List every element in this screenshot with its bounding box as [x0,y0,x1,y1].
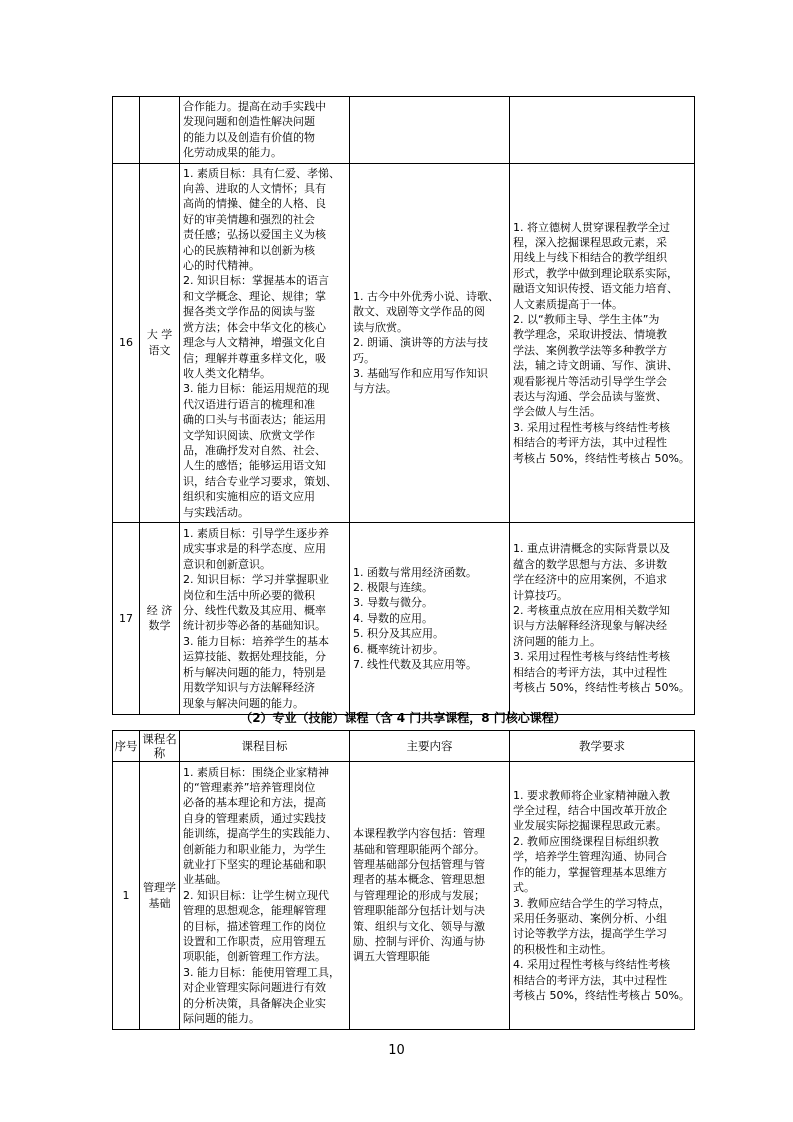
teaching-requirement-line: 式。 [513,881,535,895]
course-goal-line: 对企业管理实际问题进行有效 [183,981,326,995]
main-content-line: 巧。 [353,351,375,365]
course-goal-line: 和文学概念、理论、规律；掌 [183,289,326,303]
teaching-requirement-line: 作的能力，掌握管理基本思维方 [513,865,667,879]
course-goal-line: 握各类文学作品的阅读与鉴 [183,305,315,319]
header-main-content: 主要内容 [350,731,510,762]
course-goal-line: 能训练，提高学生的实践能力、 [183,827,337,841]
course-goal-line: 运算技能、数据处理技能，分 [183,650,326,664]
teaching-requirement-line: 蕴含的数学思想与方法、多讲数 [513,557,667,571]
professional-course-table [112,730,695,1030]
course-goal-line: 文学知识阅读、欣赏文学作 [183,428,315,442]
main-content-line: 3. 导数与微分。 [353,596,433,610]
main-content-line: 策、组织与文化、领导与激 [353,919,485,933]
course-goal-line: 析与解决问题的能力，特别是 [183,665,326,679]
main-content [350,163,510,522]
teaching-requirement [510,762,695,1030]
course-goal-line: 发现问题和创造性解决问题 [183,115,315,129]
course-table-body [113,97,695,715]
course-number: 16 [113,163,140,522]
main-content-line: 1. 古今中外优秀小说、诗歌、 [353,289,499,303]
course-goal-line: 高尚的情操、健全的人格、良 [183,197,326,211]
teaching-requirement-line: 3. 采用过程性考核与终结性考核 [513,650,670,664]
main-content-line: 励、控制与评价、沟通与协 [353,935,485,949]
teaching-requirement-line: 融语文知识传授、语文能力培育、 [513,282,678,296]
course-goal-line: 组织和实施相应的语文应用 [183,490,315,504]
course-goal-line: 岗位和生活中所必要的微积 [183,588,315,602]
teaching-requirement-line: 相结合的考评方法，其中过程性 [513,973,667,987]
teaching-requirement-line: 3. 采用过程性考核与终结性考核 [513,420,670,434]
main-content-line: 管理职能部分包括计划与决 [353,904,485,918]
page-number: 10 [388,1043,405,1058]
teaching-requirement-line: 1. 要求教师将企业家精神融入教 [513,788,670,802]
teaching-requirement-line: 形式，教学中做到理论联系实际， [513,266,678,280]
course-goal-line: 1. 素质目标：围绕企业家精神 [183,765,329,779]
course-goal-line: 就业打下坚实的理论基础和职 [183,857,326,871]
teaching-requirement-line: 计算技巧。 [513,588,568,602]
course-goal-line: 识，结合专业学习要求，策划、 [183,474,337,488]
teaching-requirement-line: 程，深入挖掘课程思政元素，采 [513,235,667,249]
course-goal-line: 与实践活动。 [183,505,249,519]
main-content-line: 调五大管理职能 [353,950,430,964]
teaching-requirement [510,97,695,164]
teaching-requirement-line: 考核占 50%，终结性考核占 50%。 [513,681,690,695]
main-content-line: 散文、戏剧等文学作品的阅 [353,305,485,319]
course-name: 大 学语文 [140,163,180,522]
course-table-continued [112,96,695,715]
course-name: 管理学基础 [140,762,180,1030]
header-num: 序号 [113,731,140,762]
course-goal-line: 1. 素质目标：具有仁爱、孝悌、 [183,166,340,180]
teaching-requirement-line: 学全过程，结合中国改革开放企 [513,804,667,818]
teaching-requirement-line: 3. 教师应结合学生的学习特点， [513,896,670,910]
main-content-line: 6. 概率统计初步。 [353,642,444,656]
course-goal-line: 意识和创新意识。 [183,557,271,571]
main-content-line: 2. 朗诵、演讲等的方法与技 [353,336,488,350]
teaching-requirement-line: 学法、案例教学法等多种教学方 [513,343,667,357]
course-goal-line: 品，准确抒发对自然、社会、 [183,443,326,457]
main-content-line: 管理基础部分包括管理与管 [353,857,485,871]
course-goal-line: 统计初步等必备的基础知识。 [183,619,326,633]
course-goal-line: 际问题的能力。 [183,1012,260,1026]
course-goal-line: 现象与解决问题的能力。 [183,696,304,710]
main-content-line: 与管理理论的形成与发展； [353,888,485,902]
main-content [350,97,510,164]
main-content-line: 基础和管理职能两个部分。 [353,842,485,856]
course-goal-line: 化劳动成果的能力。 [183,146,282,160]
main-content-line: 2. 极限与连续。 [353,580,433,594]
course-goal-line: 合作能力。提高在动手实践中 [183,100,326,113]
table-row [113,97,695,164]
course-number: 1 [113,762,140,1030]
main-content [350,522,510,714]
course-goal-line: 理念与人文精神，增强文化自 [183,336,326,350]
teaching-requirement-line: 相结合的考评方法，其中过程性 [513,436,667,450]
course-goal-line: 3. 能力目标：能运用规范的现 [183,382,329,396]
course-goal-line: 自身的管理素质，通过实践技 [183,811,326,825]
teaching-requirement-line: 考核占 50%，终结性考核占 50%。 [513,451,690,465]
main-content-line: 5. 积分及其应用。 [353,627,444,641]
course-goal [180,762,350,1030]
professional-course-table-body [113,762,695,1030]
section-heading: （2）专业（技能）课程（含 4 门共享课程，8 门核心课程） [240,711,566,725]
teaching-requirement-line: 讨论等教学方法，提高学生学习 [513,927,667,941]
teaching-requirement-line: 观看影视片等活动引导学生学会 [513,374,667,388]
course-number: 17 [113,522,140,714]
teaching-requirement-line: 考核占 50%，终结性考核占 50%。 [513,988,690,1002]
course-goal [180,522,350,714]
course-goal-line: 好的审美情趣和强烈的社会 [183,212,315,226]
course-goal-line: 收人类文化精华。 [183,366,271,380]
main-content-line: 3. 基础写作和应用写作知识 [353,366,488,380]
table-header-row [113,731,695,762]
main-content-line: 7. 线性代数及其应用等。 [353,657,477,671]
header-course-name: 课程名称 [140,731,180,762]
teaching-requirement-line: 2. 以“教师主导、学生主体”为 [513,312,660,326]
teaching-requirement-line: 相结合的考评方法，其中过程性 [513,665,667,679]
teaching-requirement-line: 学，培养学生管理沟通、协同合 [513,850,667,864]
teaching-requirement-line: 2. 教师应围绕课程目标组织教 [513,834,659,848]
teaching-requirement-line: 的积极性和主动性。 [513,942,612,956]
course-goal [180,97,350,164]
course-goal-line: 责任感；弘扬以爱国主义为核 [183,228,326,242]
teaching-requirement-line: 表达与沟通、学会品读与鉴赏、 [513,390,667,404]
course-goal-line: 信；理解并尊重多样文化，吸 [183,351,326,365]
course-goal [180,163,350,522]
main-content-line: 4. 导数的应用。 [353,611,433,625]
course-goal-line: 业基础。 [183,873,227,887]
course-goal-line: 2. 知识目标：掌握基本的语言 [183,274,329,288]
main-content [350,762,510,1030]
teaching-requirement-line: 学在经济中的应用案例，不追求 [513,573,667,587]
teaching-requirement-line: 人文素质提高于一体。 [513,297,623,311]
main-content-line: 1. 函数与常用经济函数。 [353,565,477,579]
course-goal-line: 项职能，创新管理工作方法。 [183,950,326,964]
course-number [113,97,140,164]
course-goal-line: 分、线性代数及其应用、概率 [183,604,326,618]
course-goal-line: 代汉语进行语言的梳理和准 [183,397,315,411]
teaching-requirement-line: 采用任务驱动、案例分析、小组 [513,911,667,925]
course-goal-line: 1. 素质目标：引导学生逐步养 [183,527,329,541]
course-goal-line: 用数学知识与方法解释经济 [183,681,315,695]
table-row [113,522,695,714]
course-goal-line: 3. 能力目标：培养学生的基本 [183,634,329,648]
course-goal-line: 心的民族精神和以创新为核 [183,243,315,257]
teaching-requirement [510,163,695,522]
course-goal-line: 的能力以及创造有价值的物 [183,130,315,144]
teaching-requirement-line: 法，辅之诗文朗诵、写作、演讲、 [513,359,678,373]
course-name [140,97,180,164]
course-goal-line: 必备的基本理论和方法，提高 [183,796,326,810]
teaching-requirement-line: 济问题的能力上。 [513,634,601,648]
course-goal-line: 管理的思想观念，能理解管理 [183,904,326,918]
course-goal-line: 2. 知识目标：让学生树立现代 [183,888,329,902]
course-goal-line: 向善、进取的人文情怀；具有 [183,182,326,196]
course-goal-line: 确的口头与书面表达；能运用 [183,413,326,427]
teaching-requirement-line: 识与方法解释经济现象与解决经 [513,619,667,633]
main-content-line: 与方法。 [353,382,397,396]
course-goal-line: 的“管理素养”培养管理岗位 [183,780,316,794]
table-row [113,762,695,1030]
course-goal-line: 人生的感悟；能够运用语文知 [183,459,326,473]
header-course-goal: 课程目标 [180,731,350,762]
course-goal-line: 成实事求是的科学态度、应用 [183,542,326,556]
course-goal-line: 心的时代精神。 [183,259,260,273]
course-goal-line: 设置和工作职责，应用管理五 [183,935,326,949]
main-content-line: 本课程教学内容包括：管理 [353,827,485,841]
course-goal-line: 赏方法；体会中华文化的核心 [183,320,326,334]
teaching-requirement-line: 2. 考核重点放在应用相关数学知 [513,604,670,618]
course-name: 经 济数学 [140,522,180,714]
course-goal-line: 3. 能力目标：能使用管理工具， [183,965,340,979]
teaching-requirement [510,522,695,714]
teaching-requirement-line: 学会做人与生活。 [513,405,601,419]
course-goal-line: 的目标，描述管理工作的岗位 [183,919,326,933]
teaching-requirement-line: 教学理念，采取讲授法、情境教 [513,328,667,342]
table-row [113,163,695,522]
header-teaching-requirement: 教学要求 [510,731,695,762]
teaching-requirement-line: 业发展实际挖掘课程思政元素。 [513,819,667,833]
course-goal-line: 2. 知识目标：学习并掌握职业 [183,573,329,587]
main-content-line: 读与欣赏。 [353,320,408,334]
teaching-requirement-line: 1. 重点讲清概念的实际背景以及 [513,542,670,556]
teaching-requirement-line: 1. 将立德树人贯穿课程教学全过 [513,220,670,234]
course-goal-line: 的分析决策，具备解决企业实 [183,996,326,1010]
course-goal-line: 创新能力和职业能力，为学生 [183,842,326,856]
teaching-requirement-line: 4. 采用过程性考核与终结性考核 [513,958,670,972]
teaching-requirement-line: 用线上与线下相结合的教学组织 [513,251,667,265]
main-content-line: 理者的基本概念、管理思想 [353,873,485,887]
